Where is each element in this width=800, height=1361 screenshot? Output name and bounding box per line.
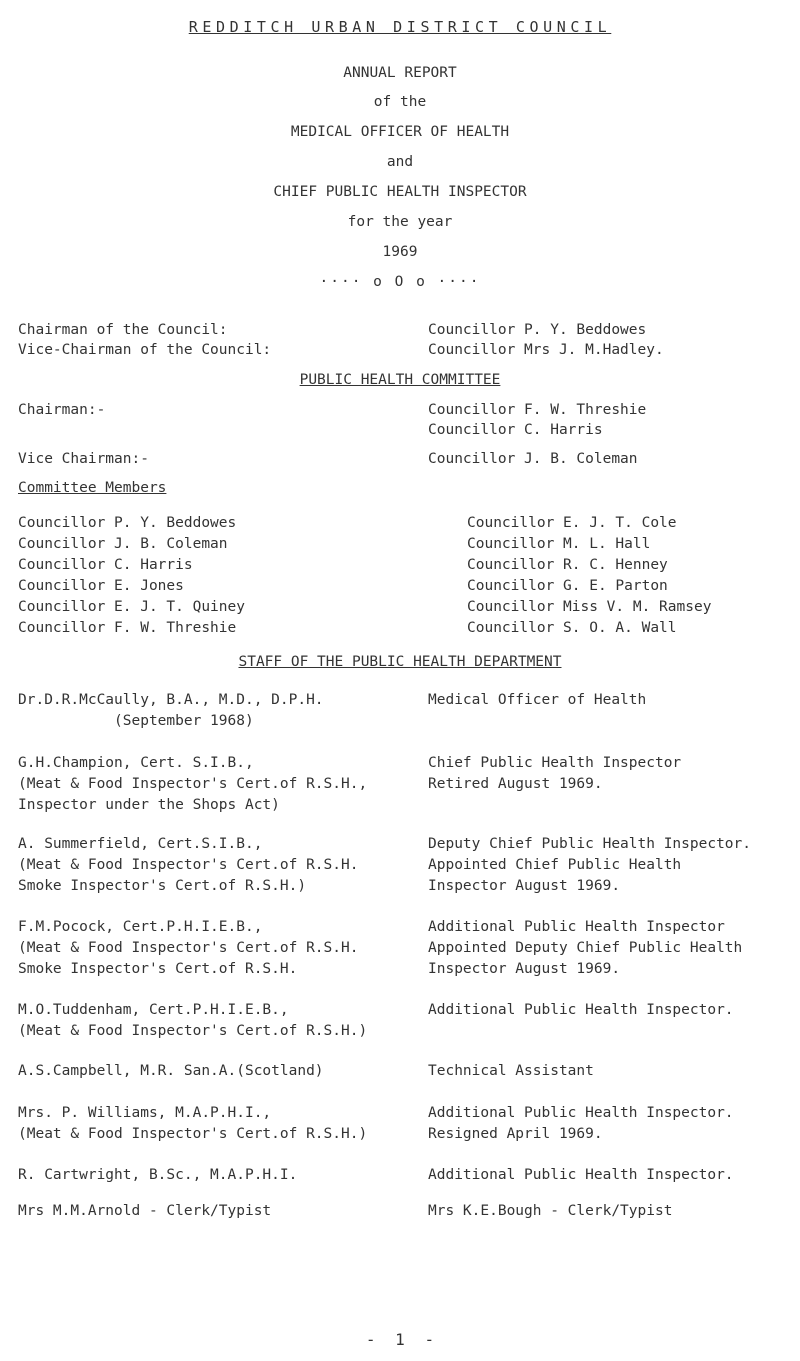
staff-role: Additional Public Health Inspector Appointed Deputy Chief Public Health Inspector August 1969.	[428, 919, 743, 977]
title-line: CHIEF PUBLIC HEALTH INSPECTOR	[273, 184, 527, 200]
council-vice-chairman-label: Vice-Chairman of the Council:	[18, 342, 272, 358]
staff-qualifications: M.O.Tuddenham, Cert.P.H.I.E.B., (Meat & Food Inspector's Cert.of R.S.H.)	[18, 1002, 368, 1039]
member-right: Councillor E. J. T. Cole	[467, 515, 677, 531]
council-chairman-name: Councillor P. Y. Beddowes	[428, 322, 647, 338]
member-right: Councillor S. O. A. Wall	[467, 620, 677, 636]
staff-qualifications: Mrs. P. Williams, M.A.P.H.I., (Meat & Food Inspector's Cert.of R.S.H.)	[18, 1105, 368, 1142]
staff-qualifications: A.S.Campbell, M.R. San.A.(Scotland)	[18, 1063, 324, 1079]
staff-qualifications: A. Summerfield, Cert.S.I.B., (Meat & Food Inspector's Cert.of R.S.H. Smoke Inspector's Cert.of R.S.H.)	[18, 836, 359, 894]
staff-clerk: Mrs K.E.Bough - Clerk/Typist	[428, 1203, 673, 1219]
title-line: MEDICAL OFFICER OF HEALTH	[290, 124, 510, 140]
council-heading: REDDITCH URBAN DISTRICT COUNCIL	[188, 18, 612, 36]
committee-heading: PUBLIC HEALTH COMMITTEE	[299, 372, 501, 388]
staff-role: Chief Public Health Inspector Retired August 1969.	[428, 755, 682, 792]
member-right: Councillor M. L. Hall	[467, 536, 651, 552]
title-line: and	[386, 154, 414, 170]
title-line: for the year	[347, 214, 453, 230]
committee-chairman-label: Chairman:-	[18, 402, 106, 418]
council-vice-chairman-name: Councillor Mrs J. M.Hadley.	[428, 342, 664, 358]
member-left: Councillor P. Y. Beddowes	[18, 515, 237, 531]
report-year: 1969	[382, 244, 418, 260]
staff-role: Additional Public Health Inspector.	[428, 1167, 734, 1183]
member-left: Councillor F. W. Threshie	[18, 620, 237, 636]
member-right: Councillor Miss V. M. Ramsey	[467, 599, 712, 615]
committee-vice-chairman-label: Vice Chairman:-	[18, 451, 149, 467]
committee-members-heading: Committee Members	[18, 480, 167, 496]
staff-role: Additional Public Health Inspector.	[428, 1002, 734, 1018]
staff-role: Technical Assistant	[428, 1063, 594, 1079]
member-left: Councillor E. Jones	[18, 578, 184, 594]
committee-chairman-name: Councillor C. Harris	[428, 422, 603, 438]
member-right: Councillor R. C. Henney	[467, 557, 668, 573]
title-line: ANNUAL REPORT	[343, 65, 457, 81]
staff-role: Deputy Chief Public Health Inspector. Appointed Chief Public Health Inspector August 1969.	[428, 836, 752, 894]
staff-clerk: Mrs M.M.Arnold - Clerk/Typist	[18, 1203, 272, 1219]
staff-qualifications: F.M.Pocock, Cert.P.H.I.E.B., (Meat & Food Inspector's Cert.of R.S.H. Smoke Inspector's Cert.of R.S.H.	[18, 919, 359, 977]
staff-qualifications: Dr.D.R.McCaully, B.A., M.D., D.P.H. (September 1968)	[18, 692, 324, 729]
member-left: Councillor E. J. T. Quiney	[18, 599, 245, 615]
title-line: of the	[373, 94, 427, 110]
member-right: Councillor G. E. Parton	[467, 578, 668, 594]
staff-role: Additional Public Health Inspector. Resigned April 1969.	[428, 1105, 734, 1142]
council-chairman-label: Chairman of the Council:	[18, 322, 228, 338]
page-number: - 1 -	[365, 1330, 435, 1349]
member-left: Councillor C. Harris	[18, 557, 193, 573]
staff-role: Medical Officer of Health	[428, 692, 647, 708]
committee-vice-chairman-name: Councillor J. B. Coleman	[428, 451, 638, 467]
committee-chairman-name: Councillor F. W. Threshie	[428, 402, 647, 418]
ornament-divider: ···· o O o ····	[319, 274, 481, 290]
staff-qualifications: G.H.Champion, Cert. S.I.B., (Meat & Food Inspector's Cert.of R.S.H., Inspector under the Shops Act)	[18, 755, 368, 813]
staff-heading: STAFF OF THE PUBLIC HEALTH DEPARTMENT	[238, 654, 562, 670]
staff-qualifications: R. Cartwright, B.Sc., M.A.P.H.I.	[18, 1167, 298, 1183]
member-left: Councillor J. B. Coleman	[18, 536, 228, 552]
